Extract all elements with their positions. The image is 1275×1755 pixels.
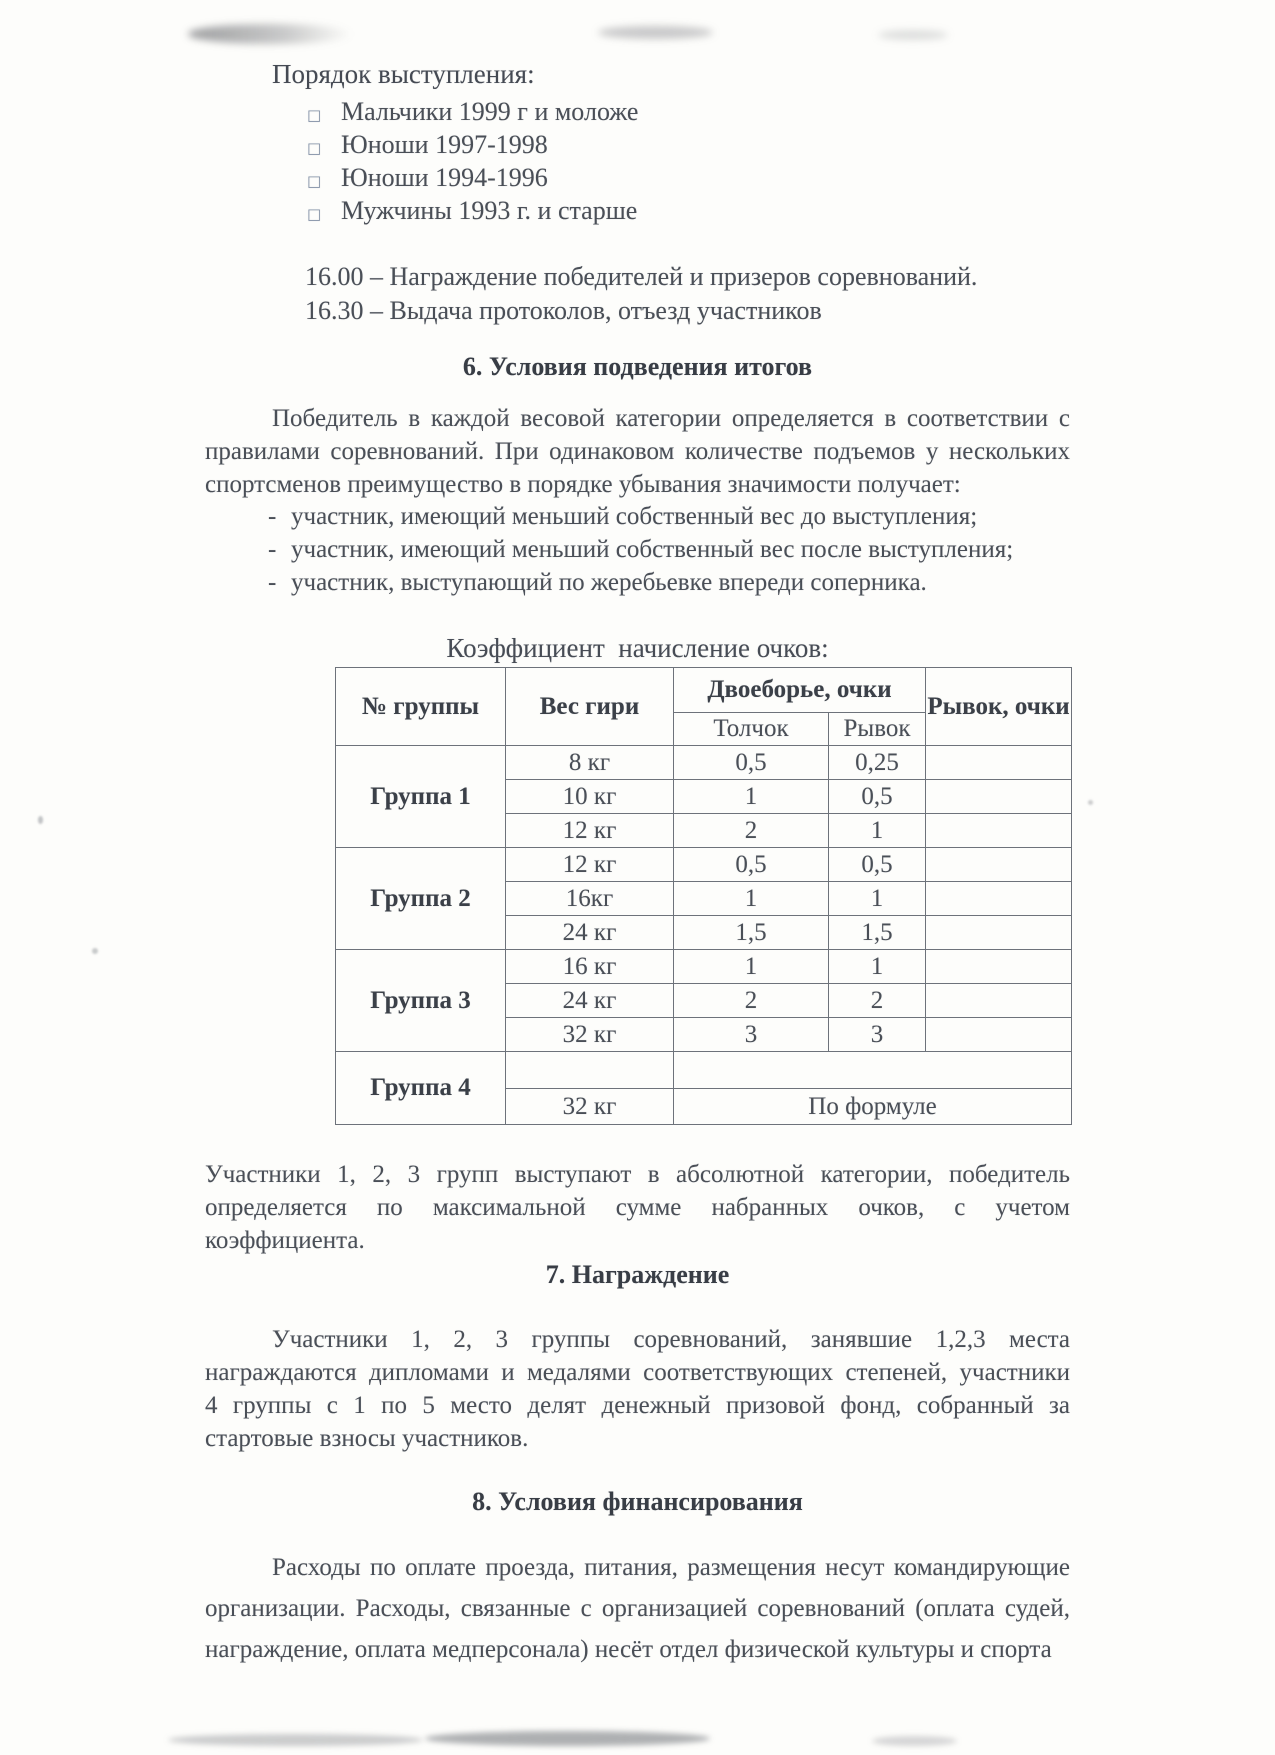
list-item-label: участник, выступающий по жеребьевке впереди соперника.: [291, 569, 927, 596]
jerk-value: 1,5: [674, 916, 829, 950]
jerk-value: 1: [674, 882, 829, 916]
list-item: [268, 566, 1013, 599]
performance-order-heading: Порядок выступления:: [272, 59, 535, 89]
section6-paragraph: [205, 402, 1070, 501]
group-name-cell: Группа 2: [336, 848, 506, 950]
col-header-weight: Вес гири: [506, 668, 674, 746]
list-item-label: участник, имеющий меньший собственный вес после выступления;: [291, 536, 1014, 563]
text-line: организации. Расходы, связанные с организацией соревнований (оплата судей,: [205, 1595, 1070, 1622]
table-row: [336, 950, 1072, 984]
text-line: стартовые взносы участников.: [205, 1425, 529, 1452]
scan-smudge: [188, 24, 353, 44]
square-bullet-icon: □: [307, 106, 322, 124]
jerk-value: 0,5: [674, 746, 829, 780]
snatch-value: 1,5: [829, 916, 926, 950]
snatch-points-cell: [926, 746, 1072, 780]
jerk-value: 2: [674, 984, 829, 1018]
list-item: [305, 95, 638, 128]
dash-marker: -: [268, 536, 277, 563]
scan-smudge: [598, 26, 713, 39]
list-item-label: Юноши 1994-1996: [341, 163, 548, 192]
snatch-value: 0,25: [829, 746, 926, 780]
snatch-value: 1: [829, 814, 926, 848]
jerk-value: 3: [674, 1018, 829, 1052]
text-line: награждаются дипломами и медалями соответствующих степеней, участники: [205, 1359, 1070, 1386]
snatch-points-cell: [926, 848, 1072, 882]
snatch-value: 1: [829, 882, 926, 916]
snatch-points-cell: [926, 814, 1072, 848]
text-line: Расходы по оплате проезда, питания, размещения несут командирующие: [272, 1554, 1070, 1581]
jerk-value: 0,5: [674, 848, 829, 882]
snatch-points-cell: [926, 882, 1072, 916]
section7-paragraph: [205, 1323, 1070, 1455]
weight-cell: 8 кг: [506, 746, 674, 780]
col-header-biathlon: Двоеборье, очки: [674, 668, 926, 713]
list-item: [268, 500, 1013, 533]
list-item: [305, 194, 638, 227]
text-line: 4 группы с 1 по 5 место делят денежный призовой фонд, собранный за: [205, 1392, 1070, 1419]
list-item-label: участник, имеющий меньший собственный вес до выступления;: [291, 503, 978, 530]
table-header-row: [336, 668, 1072, 713]
snatch-points-cell: [926, 780, 1072, 814]
weight-cell: 16 кг: [506, 950, 674, 984]
square-bullet-icon: □: [307, 172, 322, 190]
schedule-line: 16.30 – Выдача протоколов, отъезд участников: [305, 295, 822, 325]
text-line: правилами соревнований. При одинаковом количестве подъемов у нескольких: [205, 438, 1070, 465]
formula-cell: По формуле: [674, 1089, 1072, 1125]
col-header-group: № группы: [336, 668, 506, 746]
section8-paragraph: [205, 1547, 1070, 1670]
col-header-snatch-points: Рывок, очки: [926, 668, 1072, 746]
text-line: Победитель в каждой весовой категории определяется в соответствии с: [272, 405, 1070, 432]
snatch-value: 2: [829, 984, 926, 1018]
snatch-points-cell: [926, 916, 1072, 950]
text-line: коэффициента.: [205, 1227, 365, 1254]
empty-span-cell: [674, 1052, 1072, 1089]
snatch-points-cell: [926, 1018, 1072, 1052]
list-item: [305, 128, 638, 161]
list-item-label: Юноши 1997-1998: [341, 130, 548, 159]
scan-speck: [38, 816, 43, 824]
weight-cell: 16кг: [506, 882, 674, 916]
weight-cell: [506, 1052, 674, 1089]
scoring-table-title: Коэффициент начисление очков:: [446, 633, 829, 663]
section6-title: 6. Условия подведения итогов: [462, 352, 813, 381]
text-line: Участники 1, 2, 3 группы соревнований, занявшие 1,2,3 места: [272, 1326, 1070, 1353]
col-header-snatch: Рывок: [829, 713, 926, 746]
table-row: [336, 848, 1072, 882]
section8-title: 8. Условия финансирования: [472, 1487, 803, 1516]
list-item-label: Мужчины 1993 г. и старше: [341, 196, 638, 225]
section7-title: 7. Награждение: [545, 1260, 730, 1289]
weight-cell: 32 кг: [506, 1089, 674, 1125]
scan-streak: [168, 1734, 423, 1746]
scan-streak: [872, 1736, 957, 1746]
text-line: Участники 1, 2, 3 групп выступают в абсолютной категории, победитель: [205, 1161, 1070, 1188]
weight-cell: 24 кг: [506, 984, 674, 1018]
square-bullet-icon: □: [307, 205, 322, 223]
list-item-label: Мальчики 1999 г и моложе: [341, 97, 639, 126]
snatch-value: 1: [829, 950, 926, 984]
jerk-value: 1: [674, 950, 829, 984]
weight-cell: 12 кг: [506, 848, 674, 882]
scoring-table: [335, 667, 1072, 1125]
scan-streak: [425, 1731, 710, 1746]
table-row: [336, 1052, 1072, 1089]
jerk-value: 1: [674, 780, 829, 814]
snatch-value: 3: [829, 1018, 926, 1052]
col-header-jerk: Толчок: [674, 713, 829, 746]
performance-order-list: [305, 95, 638, 227]
weight-cell: 32 кг: [506, 1018, 674, 1052]
dash-marker: -: [268, 569, 277, 596]
scan-speck: [1088, 800, 1093, 805]
tie-break-criteria-list: [268, 500, 1013, 599]
absolute-category-note: [205, 1158, 1070, 1257]
group-name-cell: Группа 1: [336, 746, 506, 848]
snatch-value: 0,5: [829, 848, 926, 882]
table-row: [336, 746, 1072, 780]
weight-cell: 12 кг: [506, 814, 674, 848]
snatch-points-cell: [926, 984, 1072, 1018]
schedule-line: 16.00 – Награждение победителей и призеров соревнований.: [305, 262, 978, 291]
text-line: награждение, оплата медперсонала) несёт отдел физической культуры и спорта: [205, 1636, 1052, 1663]
jerk-value: 2: [674, 814, 829, 848]
square-bullet-icon: □: [307, 139, 322, 157]
list-item: [268, 533, 1013, 566]
scan-speck: [92, 948, 98, 954]
text-line: определяется по максимальной сумме набранных очков, с учетом: [205, 1194, 1070, 1221]
list-item: [305, 161, 638, 194]
weight-cell: 24 кг: [506, 916, 674, 950]
snatch-value: 0,5: [829, 780, 926, 814]
weight-cell: 10 кг: [506, 780, 674, 814]
group-name-cell: Группа 3: [336, 950, 506, 1052]
text-line: спортсменов преимущество в порядке убывания значимости получает:: [205, 471, 961, 498]
snatch-points-cell: [926, 950, 1072, 984]
dash-marker: -: [268, 503, 277, 530]
group-name-cell: Группа 4: [336, 1052, 506, 1125]
schedule-block: [305, 260, 977, 327]
scan-smudge: [878, 30, 948, 40]
